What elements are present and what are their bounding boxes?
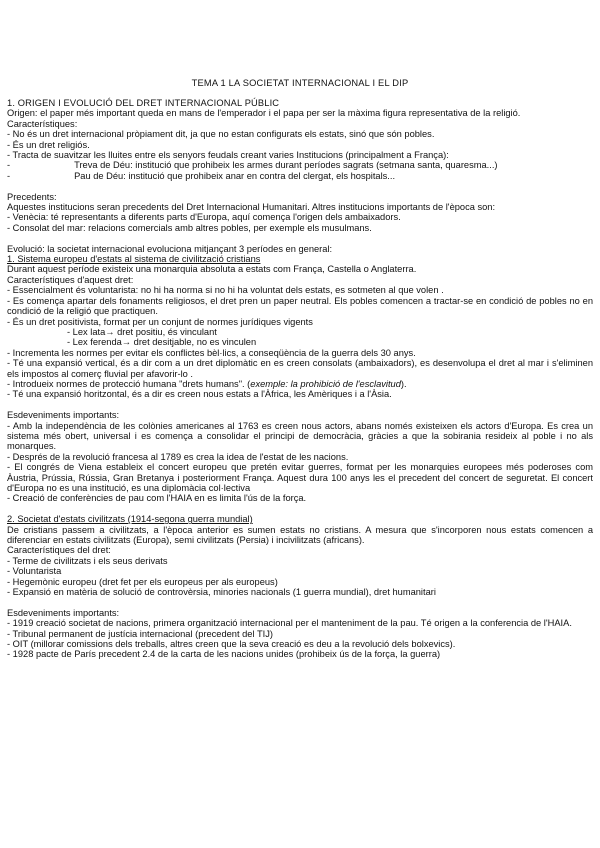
list-item: - Amb la independència de les colònies americanes al 1763 es creen nous actors, abans només existeixen els actors d'Europa. Es crea un sistema més obert, universal i es comença a consolidar el principi de democràcia, gràcies a que la sobirania resideix al poble i no als monarques. — [7, 420, 593, 452]
list-item: - Es comença apartar dels fonaments religiosos, el dret pren un paper neutral. Els pobles comencen a tractar-se en condició de pobles no en condició de la religió que practiquen. — [7, 295, 593, 317]
list-item: - Incrementa les normes per evitar els conflictes bèl·lics, a conseqüència de la guerra dels 30 anys. — [7, 347, 416, 358]
section-heading: 1. ORIGEN I EVOLUCIÓ DEL DRET INTERNACIONAL PÚBLIC — [7, 98, 280, 108]
example-text: exemple: la prohibició de l'esclavitud — [250, 378, 401, 389]
paragraph-intro: Durant aquest període existeix una monarquia absoluta a estats com França, Castella o Anglaterra. — [7, 264, 417, 275]
list-item: - 1928 pacte de París precedent 2.4 de la carta de les nacions unides (prohibeix ús de la força, la guerra) — [7, 649, 441, 660]
list-item: - Expansió en matèria de solució de controvèrsia, minories nacionals (1 guerra mundial), dret humanitari — [7, 587, 436, 598]
list-item: - Hegemònic europeu (dret fet per els europeus per als europeus) — [7, 576, 278, 587]
paragraph-intro: De cristians passem a civilitzats, a l'època anterior es sumen estats no cristians. A mesura que s'incorporen nous estats comencen a diferenciar en estats civilitzats (Europa), semi civilitzats (Persia) i incivilitzats (africans). — [7, 524, 593, 545]
list-item: - Tracta de suavitzar les lluites entre els senyors feudals creant varies Institucions (principalment a França): — [7, 150, 449, 161]
paragraph-evolucio: Evolució: la societat internacional evoluciona mitjançant 3 períodes en general: — [7, 243, 333, 254]
list-item: - El congrés de Viena estableix el concert europeu que pretén evitar guerres, format per les monarquies europees més poderoses com Àustria, Prússia, Rússia, Gran Bretanya i posteriorment França. Aquest dura 100 anys les el precedent del concert de seguretat. El concert d'Europa no es una institució, es una diplomàcia col·lectiva — [7, 462, 593, 493]
label-esdeveniments: Esdeveniments importants: — [7, 410, 120, 421]
list-item: - Tribunal permanent de justícia internacional (precedent del TIJ) — [7, 628, 273, 639]
treva-text: Treva de Déu: institució que prohibeix les armes durant períodes sagrats (setmana santa, quaresma...) — [74, 160, 498, 171]
list-item-pau — [7, 171, 593, 181]
label-caracteristiques: Característiques d'aquest dret: — [7, 274, 134, 285]
subsection-heading: 2. Societat d'estats civilitzats (1914-segona guerra mundial) — [7, 514, 253, 525]
pau-text: Pau de Déu: institució que prohibeix anar en contra del clergat, els hospitals... — [74, 170, 396, 181]
document-page — [7, 78, 593, 660]
list-item: - Després de la revolució francesa al 1789 es crea la idea de l'estat de les nacions. — [7, 451, 349, 462]
list-item: - Venècia: té representants a diferents parts d'Europa, aquí comença l'origen dels ambaixadors. — [7, 212, 401, 223]
label-caracteristiques: Característiques: — [7, 118, 78, 129]
label-precedents: Precedents: — [7, 191, 57, 202]
list-item: - És un dret religiós. — [7, 139, 90, 150]
list-item: - 1919 creació societat de nacions, primera organització internacional per el manteniment de la pau. Té origen a la conferencia de l'HAIA. — [7, 618, 572, 629]
list-item-treva — [7, 160, 593, 170]
label-caracteristiques: Característiques del dret: — [7, 545, 111, 556]
list-subitem: - Lex lata→ dret positiu, és vinculant — [67, 326, 217, 337]
list-item: - OIT (millorar comissions dels treballs, altres creen que la seva creació es deu a la revolució dels bolxevics). — [7, 639, 456, 650]
label-esdeveniments: Esdeveniments importants: — [7, 607, 120, 618]
list-item: - Voluntarista — [7, 566, 62, 577]
list-item: - Té una expansió horitzontal, és a dir es creen nous estats a l'Àfrica, les Amèriques i a l'Àsia. — [7, 389, 392, 400]
list-item: - Essencialment és voluntarista: no hi ha norma si no hi ha voluntat dels estats, es sotmeten al que volen . — [7, 285, 444, 296]
list-item: - Consolat del mar: relacions comercials amb altres pobles, per exemple els musulmans. — [7, 222, 372, 233]
document-title: TEMA 1 LA SOCIETAT INTERNACIONAL I EL DIP — [191, 78, 409, 88]
paragraph-precedents: Aquestes institucions seran precedents del Dret Internacional Humanitari. Altres institucions importants de l'època son: — [7, 202, 496, 213]
bullet: - — [7, 160, 11, 171]
paragraph-origen: Origen: el paper més important queda en mans de l'emperador i el papa per ser la màxima figura representativa de la religió. — [7, 108, 521, 119]
bullet: - — [7, 170, 11, 181]
subsection-heading: 1. Sistema europeu d'estats al sistema de civilització cristians — [7, 254, 261, 265]
list-subitem: - Lex ferenda→ dret desitjable, no es vinculen — [67, 337, 257, 348]
list-item: - Creació de conferències de pau com l'HAIA en es limita l'ús de la força. — [7, 493, 307, 504]
list-item: - Introdueix normes de protecció humana "drets humans". (exemple: la prohibició de l'esclavitud). — [7, 378, 407, 389]
list-item: - És un dret positivista, format per un conjunt de normes jurídiques vigents — [7, 316, 313, 327]
list-item: - Té una expansió vertical, és a dir com a un dret diplomàtic en es creen consolats (ambaixadors), es desenvolupa el dret al mar i s'eliminen els impostos al comerç fluvial per afavorir-lo . — [7, 358, 593, 379]
list-item: - Terme de civilitzats i els seus derivats — [7, 555, 168, 566]
list-item: - No és un dret internacional pròpiament dit, ja que no estan configurats els estats, sinó que són pobles. — [7, 129, 435, 140]
